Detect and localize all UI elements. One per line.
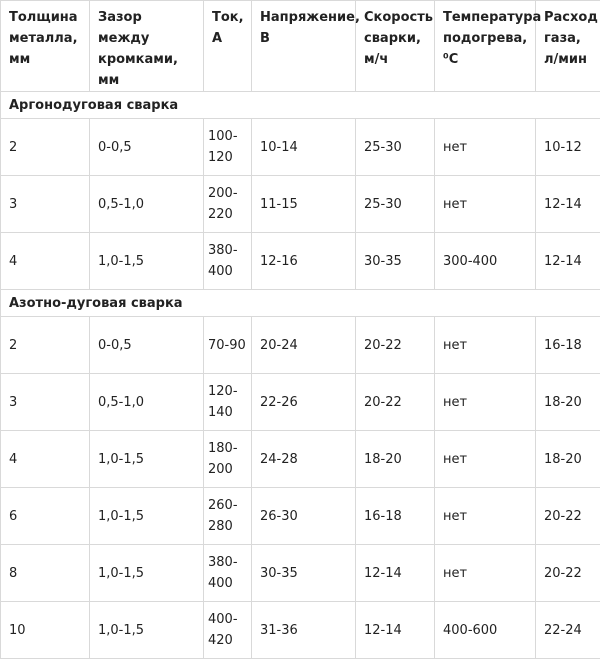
cell-metal-thickness: 4 [1,233,90,290]
cell-metal-thickness: 2 [1,119,90,176]
cell-gas-consumption: 16-18 [536,317,600,374]
header-metal-thickness: Толщина металла, мм [1,1,90,92]
cell-metal-thickness: 4 [1,431,90,488]
cell-preheat-temperature: 400-600 [435,602,536,659]
cell-voltage: 11-15 [252,176,356,233]
header-welding-speed: Скорость сварки, м/ч [356,1,435,92]
section-row [1,92,600,119]
cell-welding-speed: 20-22 [356,374,435,431]
cell-gas-consumption: 12-14 [536,176,600,233]
cell-welding-speed: 25-30 [356,176,435,233]
cell-gas-consumption: 22-24 [536,602,600,659]
cell-metal-thickness: 3 [1,176,90,233]
cell-gas-consumption: 18-20 [536,431,600,488]
table-row [1,317,600,374]
header-voltage: Напряжение, В [252,1,356,92]
cell-gas-consumption: 12-14 [536,233,600,290]
cell-voltage: 20-24 [252,317,356,374]
cell-metal-thickness: 8 [1,545,90,602]
cell-edge-gap: 1,0-1,5 [90,488,204,545]
table-body [1,92,600,659]
cell-edge-gap: 0,5-1,0 [90,176,204,233]
cell-preheat-temperature: нет [435,317,536,374]
cell-preheat-temperature: нет [435,176,536,233]
cell-edge-gap: 0,5-1,0 [90,374,204,431]
cell-current: 100-120 [204,119,252,176]
cell-metal-thickness: 10 [1,602,90,659]
cell-voltage: 31-36 [252,602,356,659]
cell-voltage: 30-35 [252,545,356,602]
cell-edge-gap: 0-0,5 [90,317,204,374]
cell-preheat-temperature: 300-400 [435,233,536,290]
cell-voltage: 10-14 [252,119,356,176]
cell-preheat-temperature: нет [435,374,536,431]
cell-preheat-temperature: нет [435,545,536,602]
cell-current: 380-400 [204,545,252,602]
header-edge-gap: Зазор между кромками, мм [90,1,204,92]
cell-edge-gap: 1,0-1,5 [90,602,204,659]
cell-edge-gap: 1,0-1,5 [90,545,204,602]
cell-gas-consumption: 20-22 [536,545,600,602]
table-row [1,488,600,545]
section-row [1,290,600,317]
table-row [1,602,600,659]
header-preheat-temperature: Температура подогрева, ⁰С [435,1,536,92]
cell-metal-thickness: 6 [1,488,90,545]
cell-welding-speed: 20-22 [356,317,435,374]
cell-voltage: 26-30 [252,488,356,545]
cell-welding-speed: 18-20 [356,431,435,488]
section-title: Аргонодуговая сварка [1,92,600,119]
cell-voltage: 22-26 [252,374,356,431]
cell-welding-speed: 30-35 [356,233,435,290]
cell-gas-consumption: 20-22 [536,488,600,545]
cell-welding-speed: 12-14 [356,602,435,659]
table-row [1,431,600,488]
table-row [1,545,600,602]
cell-current: 400-420 [204,602,252,659]
cell-metal-thickness: 3 [1,374,90,431]
cell-voltage: 12-16 [252,233,356,290]
header-gas-consumption: Расход газа, л/мин [536,1,600,92]
cell-current: 180-200 [204,431,252,488]
table-row [1,374,600,431]
table-row [1,176,600,233]
cell-current: 200-220 [204,176,252,233]
cell-preheat-temperature: нет [435,488,536,545]
cell-current: 380-400 [204,233,252,290]
cell-current: 120-140 [204,374,252,431]
cell-welding-speed: 25-30 [356,119,435,176]
cell-gas-consumption: 10-12 [536,119,600,176]
cell-edge-gap: 1,0-1,5 [90,431,204,488]
cell-edge-gap: 0-0,5 [90,119,204,176]
cell-voltage: 24-28 [252,431,356,488]
table-header [1,1,600,92]
cell-preheat-temperature: нет [435,431,536,488]
cell-welding-speed: 16-18 [356,488,435,545]
cell-gas-consumption: 18-20 [536,374,600,431]
header-row [1,1,600,92]
table-row [1,119,600,176]
table-row [1,233,600,290]
cell-metal-thickness: 2 [1,317,90,374]
cell-edge-gap: 1,0-1,5 [90,233,204,290]
cell-preheat-temperature: нет [435,119,536,176]
header-current: Ток, А [204,1,252,92]
section-title: Азотно-дуговая сварка [1,290,600,317]
cell-current: 260-280 [204,488,252,545]
cell-welding-speed: 12-14 [356,545,435,602]
cell-current: 70-90 [204,317,252,374]
